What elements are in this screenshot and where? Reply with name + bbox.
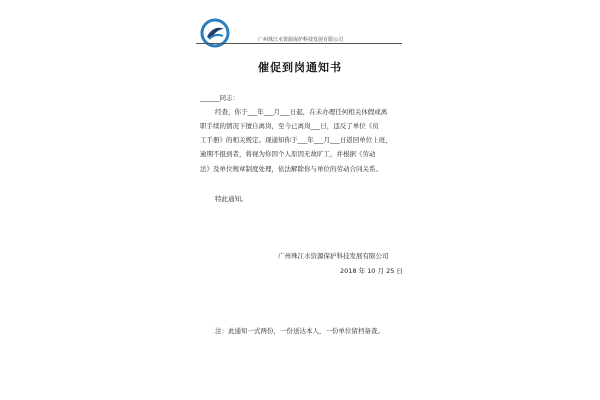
salutation: ______同志： — [200, 94, 239, 102]
signature-date: 2018 年 10 月 25 日 — [340, 267, 403, 275]
body-line-4: 逾期不报到者，将视为你因个人原因无故旷工，并根据《劳动 — [200, 150, 376, 158]
footnote: 注：此通知一式两份，一份送达本人，一份单位留档备查。 — [215, 327, 384, 335]
header-company-name: 广州珠江水资源保护科技发展有限公司 — [258, 37, 344, 43]
document-title: 催促到岗通知书 — [258, 61, 342, 74]
body-line-3: 工手册》的相关规定。现通知你于___年___月___日返回单位上班， — [200, 136, 392, 144]
body-line-2: 职手续的情况下擅自离岗，至今已离岗___日，违反了单位《员 — [200, 122, 379, 130]
body-line-5: 法》及单位规章制度处理，依法解除你与单位的劳动合同关系。 — [200, 165, 382, 173]
signature-company: 广州珠江水资源保护科技发展有限公司 — [278, 252, 389, 260]
notice-closing: 特此通知。 — [215, 195, 248, 203]
header-divider — [196, 43, 402, 44]
body-line-1: 经查，你于___年___月___日起，在未办理任何相关休假或离 — [215, 108, 388, 116]
